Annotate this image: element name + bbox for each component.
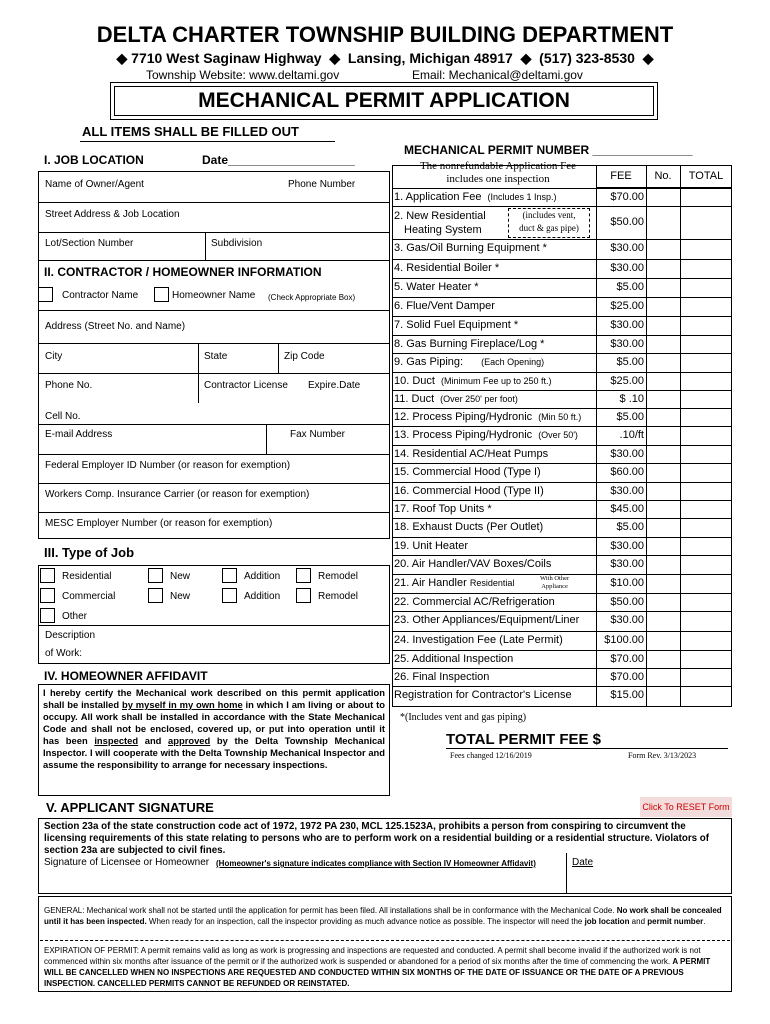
fee-row-divider (392, 555, 732, 556)
fee-item-label: 20. Air Handler/VAV Boxes/Coils (394, 558, 552, 570)
fee-count-input[interactable] (648, 538, 678, 554)
expire-label: Expire.Date (308, 380, 361, 391)
fee-item-label: 10. Duct (394, 375, 435, 387)
fee-item-label: 1. Application Fee (394, 191, 482, 203)
zip-label: Zip Code (284, 351, 325, 362)
res-remodel-checkbox[interactable] (296, 568, 311, 583)
general-text-1: GENERAL: Mechanical work shall not be started until the application for permit has been filed. All installations shall be in conformance with the Mechanical Code. (44, 906, 617, 915)
fee-row-label (394, 596, 594, 608)
fee-item-value: $30.00 (610, 614, 644, 626)
res-new-label: New (170, 571, 191, 582)
fee-item-label: 23. Other Appliances/Equipment/Liner (394, 614, 580, 626)
fee-item-value: $15.00 (610, 689, 644, 701)
res-addition-checkbox[interactable] (222, 568, 237, 583)
fee-row-label (394, 411, 594, 423)
fee-item-label: 15. Commercial Hood (Type I) (394, 466, 541, 478)
fee-item-label: Registration for Contractor's License (394, 689, 572, 701)
fee-row-divider (392, 445, 732, 446)
total-permit-fee-label: TOTAL PERMIT FEE $ (446, 731, 602, 748)
date-field[interactable]: Date___________________ (202, 153, 355, 167)
fee-item-value: $30.00 (610, 262, 644, 274)
signature-label: Signature of Licensee or Homeowner (44, 857, 210, 868)
fee-item-note: (Min 50 ft.) (538, 412, 582, 422)
fee-item-value: $5.00 (616, 521, 644, 533)
expiration-bold: A PERMIT WILL BE CANCELLED WHEN NO INSPECTIONS ARE REQUESTED AND CONDUCTED WITHIN SIX MONTHS OF THE DATE OF ISSUANCE OR THE DATE OF A PREVIOUS INSPECTION. CANCELLED PERMITS CANNOT BE REFUNDED OR REINSTATED. (44, 957, 711, 988)
fee-item-note: (Over 250' per foot) (440, 394, 518, 404)
fee-row-label (394, 521, 594, 533)
address: 7710 West Saginaw Highway (131, 50, 322, 66)
department-title: DELTA CHARTER TOWNSHIP BUILDING DEPARTMENT (96, 22, 674, 47)
fee-item-value: $30.00 (610, 242, 644, 254)
fee-row-divider (392, 518, 732, 519)
address-line (0, 50, 770, 67)
fee-total-input[interactable] (682, 483, 730, 499)
fee-row-divider (392, 278, 732, 279)
fee-count-input[interactable] (648, 409, 678, 425)
street-label: Street Address & Job Location (45, 209, 180, 220)
fee-count-input[interactable] (648, 317, 678, 334)
other-checkbox[interactable] (40, 608, 55, 623)
affidavit-text-4: by the Delta Township Mechanical Inspector. I will cooperate with the Delta Township Mechanical Inspector and assume the responsibility to arrange for necessary inspections. (43, 735, 385, 770)
fee-total-input[interactable] (682, 519, 730, 536)
owner-label: Name of Owner/Agent (45, 179, 144, 190)
fee-row-label (394, 242, 594, 254)
fee-count-input[interactable] (648, 483, 678, 499)
fee-item-note-2: duct & gas pipe) (519, 223, 579, 233)
fee-item-note-2: With Other (540, 575, 570, 582)
description-label: Description (45, 630, 96, 641)
permit-number-label[interactable]: MECHANICAL PERMIT NUMBER _______________ (404, 143, 693, 157)
commercial-checkbox[interactable] (40, 588, 55, 603)
fee-item-note: Residential (469, 578, 515, 588)
fee-row-label (394, 209, 594, 237)
fee-item-value: $30.00 (610, 540, 644, 552)
fee-row-divider (392, 372, 732, 373)
fee-item-label: 13. Process Piping/Hydronic (394, 429, 533, 441)
fee-count-input[interactable] (648, 501, 678, 517)
city-label: City (45, 351, 63, 362)
phone-label: Phone Number (288, 179, 356, 190)
job-type-heading: III. Type of Job (44, 545, 135, 560)
com-addition-checkbox[interactable] (222, 588, 237, 603)
fee-count-input[interactable] (648, 336, 678, 352)
subdivision-label: Subdivision (211, 238, 263, 249)
fee-row-divider (392, 686, 732, 687)
fee-item-value: $100.00 (604, 634, 644, 646)
license-label: Contractor License (204, 380, 288, 391)
fee-row-label (394, 540, 594, 552)
fee-total-input[interactable] (682, 501, 730, 517)
diamond-icon: ◆ (116, 50, 128, 66)
nonrefundable-text: The nonrefundable Application Fee (419, 160, 577, 172)
fee-item-value: $50.00 (610, 216, 644, 228)
fee-item-value: .10/ft (619, 429, 644, 441)
fee-item-label: 26. Final Inspection (394, 671, 490, 683)
fee-row-divider (392, 482, 732, 483)
homeowner-name-label: Homeowner Name (172, 290, 256, 301)
fee-total-input[interactable] (682, 427, 730, 444)
fee-item-value: $60.00 (610, 466, 644, 478)
res-remodel-label: Remodel (318, 571, 359, 582)
fee-row-divider (392, 463, 732, 464)
fee-item-value: $70.00 (610, 191, 644, 203)
owner-input[interactable] (40, 176, 388, 200)
form-rev: Form Rev. 3/13/2023 (628, 751, 697, 760)
fee-total-input[interactable] (682, 651, 730, 667)
fees-changed: Fees changed 12/16/2019 (450, 751, 532, 760)
general-text (44, 905, 728, 927)
fee-row-label (394, 375, 594, 387)
fee-row-divider (392, 426, 732, 427)
fee-item-label: 5. Water Heater * (394, 281, 479, 293)
fee-count-input[interactable] (648, 632, 678, 649)
fee-total-input[interactable] (682, 298, 730, 315)
fee-item-label: 8. Gas Burning Fireplace/Log * (394, 338, 545, 350)
diamond-icon: ◆ (642, 50, 654, 66)
fee-item-value: $ .10 (619, 393, 644, 405)
homeowner-checkbox[interactable] (154, 287, 169, 302)
fee-item-label: 3. Gas/Oil Burning Equipment * (394, 242, 547, 254)
fee-total-input[interactable] (682, 632, 730, 649)
fee-total-input[interactable] (682, 575, 730, 592)
commercial-label: Commercial (62, 591, 116, 602)
fee-item-note: (includes vent, (522, 210, 576, 220)
com-remodel-label: Remodel (318, 591, 359, 602)
fee-item-note: (Includes 1 Insp.) (487, 192, 557, 202)
fee-item-label: 6. Flue/Vent Damper (394, 300, 495, 312)
fee-row-label (394, 262, 594, 274)
fee-row-divider (392, 593, 732, 594)
fee-count-input[interactable] (648, 354, 678, 371)
fee-row-divider (392, 631, 732, 632)
fee-row-label (394, 338, 594, 350)
fee-count-input[interactable] (648, 207, 678, 238)
fee-item-label: 14. Residential AC/Heat Pumps (394, 448, 549, 460)
phone: (517) 323-8530 (539, 50, 635, 66)
fee-count-input[interactable] (648, 651, 678, 667)
fee-item-value: $70.00 (610, 671, 644, 683)
com-addition-label: Addition (244, 591, 281, 602)
fee-row-divider (392, 239, 732, 240)
affidavit-box (38, 684, 390, 796)
fee-row-label (394, 466, 594, 478)
affidavit-underline-2: inspected (94, 735, 139, 746)
fee-count-input[interactable] (648, 240, 678, 258)
state-label: State (204, 351, 228, 362)
fee-count-input[interactable] (648, 446, 678, 462)
affidavit-text-2: in which I am living or about to occupy. All work shall be installed in accordance with the State Mechanical Code and shall not be enclosed, covered up, or put into operation until it has been (43, 699, 385, 746)
contractor-heading: II. CONTRACTOR / HOMEOWNER INFORMATION (44, 265, 322, 279)
residential-label: Residential (62, 571, 112, 582)
fee-item-value: $30.00 (610, 485, 644, 497)
fee-item-label: 18. Exhaust Ducts (Per Outlet) (394, 521, 544, 533)
res-new-checkbox[interactable] (148, 568, 163, 583)
fee-item-value: $30.00 (610, 319, 644, 331)
fee-row-divider (392, 297, 732, 298)
fee-item-value: $70.00 (610, 653, 644, 665)
fee-row-label (394, 577, 594, 589)
fee-item-note-3: Appliance (541, 583, 568, 590)
fee-total-input[interactable] (682, 317, 730, 334)
fee-row-divider (392, 668, 732, 669)
com-new-label: New (170, 591, 191, 602)
fee-item-value: $30.00 (610, 338, 644, 350)
com-remodel-checkbox[interactable] (296, 588, 311, 603)
fee-row-label (394, 614, 594, 626)
fee-count-input[interactable] (648, 298, 678, 315)
fee-item-label: 2. New Residential (394, 210, 486, 222)
fee-row-label (394, 393, 594, 405)
street-input[interactable] (40, 204, 388, 230)
cell-label: Cell No. (45, 411, 81, 422)
fee-count-input[interactable] (648, 427, 678, 444)
reset-button[interactable]: Click To RESET Form (640, 797, 732, 817)
fee-total-input[interactable] (682, 538, 730, 554)
of-work-label: of Work: (45, 648, 83, 659)
fee-row-label (394, 503, 594, 515)
includes-text: includes one inspection (446, 173, 550, 185)
signature-date-input[interactable] (570, 870, 730, 892)
email-label: E-mail Address (45, 429, 113, 440)
res-addition-label: Addition (244, 571, 281, 582)
fee-item-label: 4. Residential Boiler * (394, 262, 500, 274)
fee-row-label (394, 281, 594, 293)
fee-item-label: 17. Roof Top Units * (394, 503, 492, 515)
fee-row-divider (392, 611, 732, 612)
expiration-text-1: EXPIRATION OF PERMIT: A permit remains valid as long as work is progressing and inspections are requested and conducted. A permit shall become invalid if the authorized work is not commenced within six months after issuance of the permit or if the authorized work is suspended or abandoned for a period of six months after the time of commencing the work. (44, 946, 701, 966)
fee-total-input[interactable] (682, 446, 730, 462)
diamond-icon: ◆ (329, 50, 341, 66)
section-23a: Section 23a of the state construction code act of 1972, 1972 PA 230, MCL 125.1523A, prohibits a person from conspiring to circumvent the licensing requirements of this state relating to persons who are to perform work on a residential building or a residential structure. Violators of section 23a are subjected to civil fines. (44, 821, 710, 856)
fee-item-label: 19. Unit Heater (394, 540, 468, 552)
fee-row-divider (392, 259, 732, 260)
fee-item-value: $30.00 (610, 558, 644, 570)
fee-row-label (394, 300, 594, 312)
fee-count-input[interactable] (648, 556, 678, 573)
fee-item-value: $50.00 (610, 596, 644, 608)
fee-row-divider (392, 500, 732, 501)
fee-row-divider (392, 335, 732, 336)
phone-no-label: Phone No. (45, 380, 93, 391)
fee-total-input[interactable] (682, 189, 730, 205)
fee-row-divider (392, 206, 732, 207)
fee-count-input[interactable] (648, 669, 678, 685)
fax-label: Fax Number (290, 429, 346, 440)
fee-row-divider (392, 353, 732, 354)
fee-count-input[interactable] (648, 373, 678, 389)
fee-item-label: 22. Commercial AC/Refrigeration (394, 596, 555, 608)
affidavit-underline-3: approved (168, 735, 211, 746)
fee-item-value: $5.00 (616, 411, 644, 423)
fee-item-label: 21. Air Handler (394, 577, 467, 589)
fee-row-label (394, 319, 594, 331)
fee-total-input[interactable] (682, 260, 730, 277)
fee-count-input[interactable] (648, 189, 678, 205)
fee-row-label (394, 671, 594, 683)
fee-item-label: 12. Process Piping/Hydronic (394, 411, 533, 423)
general-bold-1: No work shall be concealed until it has been inspected. (44, 906, 722, 926)
fee-item-label: 7. Solid Fuel Equipment * (394, 319, 519, 331)
fee-row-divider (392, 408, 732, 409)
signature-note: (Homeowner's signature indicates compliance with Section IV Homeowner Affidavit) (216, 859, 536, 868)
fee-row-divider (392, 316, 732, 317)
fee-total-input[interactable] (682, 354, 730, 371)
fee-row-label (394, 191, 594, 203)
other-label: Other (62, 611, 88, 622)
fee-count-input[interactable] (648, 612, 678, 630)
fee-total-input[interactable] (682, 556, 730, 573)
fee-count-input[interactable] (648, 519, 678, 536)
fee-item-note: (Each Opening) (481, 357, 545, 367)
date-label: Date (572, 857, 594, 868)
diamond-icon: ◆ (520, 50, 532, 66)
fee-total-input[interactable] (682, 279, 730, 296)
workers-comp-label: Workers Comp. Insurance Carrier (or reason for exemption) (45, 489, 310, 500)
general-text-2: When ready for an inspection, call the inspector providing as much advance notice as possible. The inspector will need the (146, 917, 585, 926)
fee-row-label (394, 485, 594, 497)
no-col-header: No. (654, 170, 672, 182)
general-bold-2: job location (584, 917, 630, 926)
fill-notice: ALL ITEMS SHALL BE FILLED OUT (82, 124, 299, 139)
form-title: MECHANICAL PERMIT APPLICATION (198, 89, 570, 112)
fee-item-value: $5.00 (616, 281, 644, 293)
fee-total-input[interactable] (682, 687, 730, 706)
includes-box (508, 208, 590, 238)
signature-heading: V. APPLICANT SIGNATURE (46, 800, 214, 815)
fee-row-divider (392, 650, 732, 651)
fee-row-label (394, 689, 594, 701)
fee-item-value: $45.00 (610, 503, 644, 515)
fee-total-input[interactable] (682, 594, 730, 610)
city: Lansing, Michigan 48917 (347, 50, 513, 66)
affidavit-underline-1: by myself in my own home (121, 699, 243, 710)
fee-item-label: 9. Gas Piping: (394, 356, 464, 368)
address-label: Address (Street No. and Name) (45, 321, 186, 332)
fee-item-value: $10.00 (610, 577, 644, 589)
fee-total-input[interactable] (682, 464, 730, 481)
fee-item-value: $25.00 (610, 375, 644, 387)
footnote: *(Includes vent and gas piping) (400, 712, 527, 723)
fee-total-input[interactable] (682, 391, 730, 407)
fee-row-label (394, 634, 594, 646)
fee-count-input[interactable] (648, 687, 678, 706)
general-text-4: . (703, 917, 706, 926)
fee-count-input[interactable] (648, 391, 678, 407)
fee-item-note: (Over 50') (538, 430, 578, 440)
contractor-name-label: Contractor Name (62, 290, 139, 301)
fee-item-label: 16. Commercial Hood (Type II) (394, 485, 544, 497)
fee-total-input[interactable] (682, 336, 730, 352)
fee-row-label (394, 558, 594, 570)
fee-item-value: $5.00 (616, 356, 644, 368)
fee-total-input[interactable] (682, 669, 730, 685)
job-location-heading: I. JOB LOCATION (44, 153, 144, 167)
fee-item-label: 11. Duct (394, 393, 435, 405)
fee-row-divider (392, 188, 732, 189)
fee-row-divider (392, 537, 732, 538)
fee-total-input[interactable] (682, 240, 730, 258)
form-title-frame (110, 82, 658, 120)
fee-row-label (394, 429, 594, 441)
total-col-header: TOTAL (688, 170, 724, 182)
fee-row-label (394, 356, 594, 368)
fee-row-label (394, 653, 594, 665)
affidavit-heading: IV. HOMEOWNER AFFIDAVIT (44, 669, 208, 683)
signature-input[interactable] (44, 870, 562, 892)
notes-divider (40, 940, 730, 941)
fee-total-input[interactable] (682, 409, 730, 425)
fee-row-label (394, 448, 594, 460)
fee-total-input[interactable] (682, 612, 730, 630)
fee-item-value: $30.00 (610, 448, 644, 460)
fee-count-input[interactable] (648, 464, 678, 481)
general-bold-3: permit number (647, 917, 704, 926)
fee-count-input[interactable] (648, 575, 678, 592)
residential-checkbox[interactable] (40, 568, 55, 583)
affidavit-text: I hereby certify the Mechanical work described on this permit application shall be installed (43, 687, 385, 710)
com-new-checkbox[interactable] (148, 588, 163, 603)
fee-total-input[interactable] (682, 373, 730, 389)
email: Email: Mechanical@deltami.gov (412, 68, 583, 82)
fee-item-label: 25. Additional Inspection (394, 653, 514, 665)
check-note: (Check Appropriate Box) (268, 293, 356, 302)
expiration-text (44, 945, 728, 989)
fee-total-input[interactable] (682, 207, 730, 238)
fee-col-header: FEE (610, 170, 632, 182)
fee-count-input[interactable] (648, 260, 678, 277)
fee-item-note: (Minimum Fee up to 250 ft.) (440, 376, 552, 386)
fee-item-label: 24. Investigation Fee (Late Permit) (394, 634, 563, 646)
affidavit-text-3: and (138, 735, 169, 746)
total-permit-fee-input[interactable] (606, 730, 728, 748)
mesc-label: MESC Employer Number (or reason for exemption) (45, 518, 273, 529)
contractor-checkbox[interactable] (38, 287, 53, 302)
fee-row-divider (392, 390, 732, 391)
lot-label: Lot/Section Number (45, 238, 134, 249)
website: Township Website: www.deltami.gov (146, 68, 340, 82)
description-input[interactable] (100, 628, 388, 662)
fee-item-label-2: Heating System (404, 224, 482, 236)
fee-count-input[interactable] (648, 594, 678, 610)
fein-label: Federal Employer ID Number (or reason for exemption) (45, 460, 291, 471)
general-text-3: and (629, 917, 648, 926)
fee-count-input[interactable] (648, 279, 678, 296)
fee-item-value: $25.00 (610, 300, 644, 312)
